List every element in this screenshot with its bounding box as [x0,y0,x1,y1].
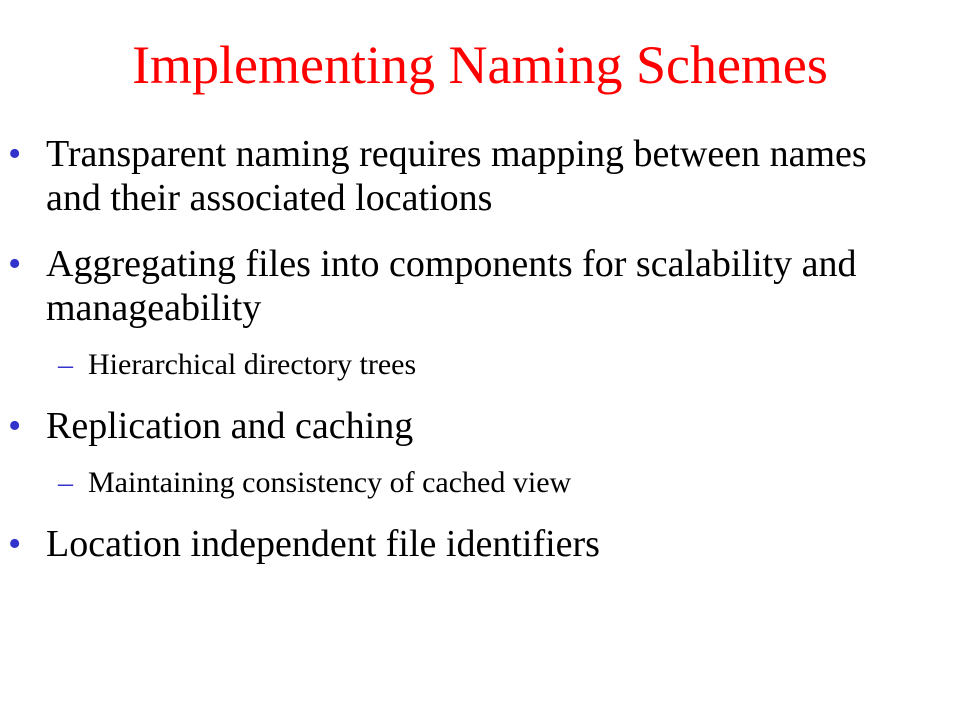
slide-title: Implementing Naming Schemes [132,35,828,95]
bullet-icon: • [8,405,22,447]
sub-bullet-text: Hierarchical directory trees [88,348,417,381]
bullet-icon: • [8,133,22,175]
bullet-item [0,132,960,220]
bullet-text: Transparent naming requires mapping between names and their associated locations [46,133,867,219]
bullet-icon: • [8,243,22,285]
bullet-item [0,522,960,566]
dash-icon: – [58,348,73,381]
sub-bullet-item [0,466,960,500]
bullet-item [0,242,960,330]
bullet-text: Location independent file identifiers [46,523,600,565]
bullet-icon: • [8,523,22,565]
bullet-list [0,132,960,588]
bullet-text: Replication and caching [46,405,414,447]
sub-bullet-text: Maintaining consistency of cached view [88,466,572,499]
sub-bullet-item [0,348,960,382]
bullet-text: Aggregating files into components for scalability and manageability [46,243,857,329]
dash-icon: – [58,466,73,499]
bullet-item [0,404,960,448]
